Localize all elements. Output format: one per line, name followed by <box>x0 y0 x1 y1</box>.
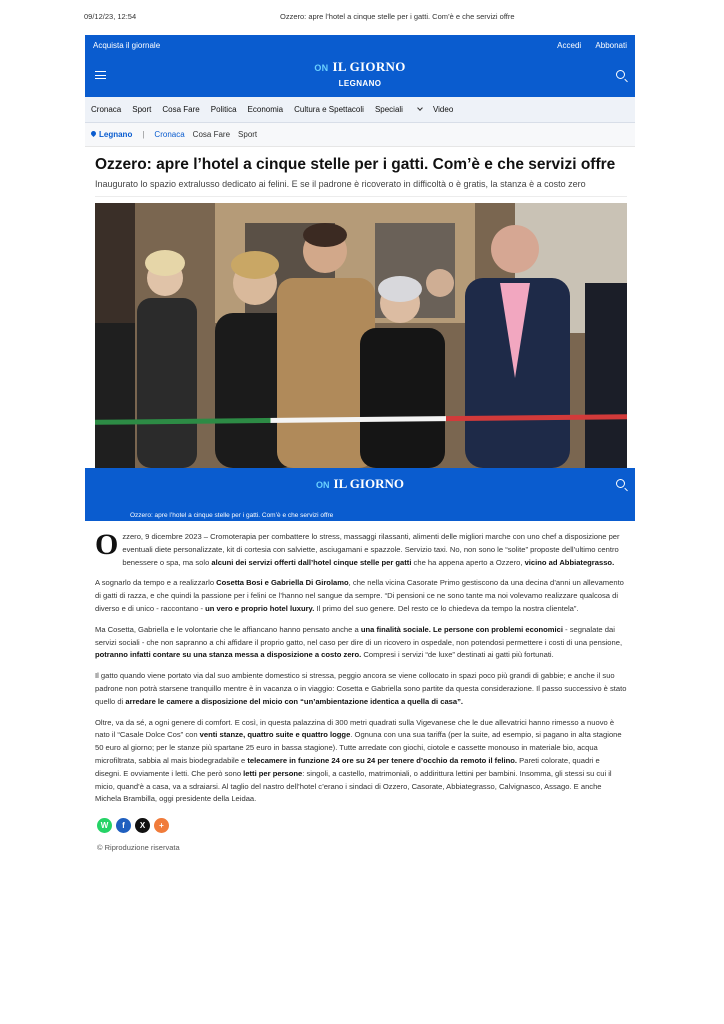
logo-text: IL GIORNO <box>332 59 406 74</box>
text: zzero, 9 dicembre 2023 – Cromoterapia per combattere lo stress, massaggi rilassanti, alimenti delle migliori marche con uno chef a disposizione per eventuali diete personalizzate, kit di cortesia con salviette, asciugamani e spazzole. Servizio taxi. No, non sono le “solite” proposte dell’ultimo centro benessere o spa, ma solo <box>122 532 620 567</box>
print-header <box>84 12 640 26</box>
logo-prefix: ON <box>314 63 329 73</box>
bold-text: Cosetta Bosi e Gabriella Di Girolamo <box>216 578 349 588</box>
logo-text: IL GIORNO <box>333 476 404 491</box>
dropcap: O <box>95 528 119 561</box>
nav-item-politica[interactable]: Politica <box>210 105 237 114</box>
article-body <box>95 528 627 806</box>
text: : singoli, a castello, matrimoniali, o addirittura lettini per bambini. Insomma, gli stessi su cui il micio, quand’è a casa, va a sdraiarsi. Al taglio del nastro dell’hotel c’erano i sindaci di Ozzero, Casorate, Abbiategrasso, Calvignasco, Assago. E anche Michela Brambilla, oggi presidente della Leidaa. <box>95 768 612 804</box>
nav-item-speciali[interactable] <box>375 105 422 114</box>
paragraph <box>95 624 627 662</box>
facebook-icon[interactable]: f <box>116 818 131 833</box>
subnav-sport[interactable]: Sport <box>238 130 258 139</box>
site-logo-sticky[interactable] <box>85 476 635 492</box>
text: Compresi i servizi “de luxe” destinati ai gatti più fortunati. <box>361 650 554 660</box>
bold-text: arredare le camere a disposizione del micio con “un’ambientazione identica a quella di casa”. <box>125 696 464 706</box>
nav-item-economia[interactable]: Economia <box>247 105 284 114</box>
divider <box>95 196 627 197</box>
bold-text: potranno infatti contare su una stanza messa a disposizione a costo zero. <box>95 650 362 660</box>
ribbon-cutting-photo <box>95 203 627 468</box>
login-link[interactable]: Accedi <box>557 41 582 50</box>
edition-city[interactable]: LEGNANO <box>338 79 382 88</box>
subnav-cosa-fare[interactable]: Cosa Fare <box>192 130 231 139</box>
bold-text: venti stanze, quattro suite e quattro logge <box>199 730 351 740</box>
text: A sognarlo da tempo e a realizzarlo <box>95 578 217 588</box>
search-icon[interactable] <box>616 479 625 488</box>
divider: | <box>142 130 145 139</box>
nav-item-cultura[interactable]: Cultura e Spettacoli <box>294 105 364 114</box>
bold-text: un vero e proprio hotel luxury. <box>205 603 315 613</box>
nav-item-sport[interactable]: Sport <box>132 105 152 114</box>
search-icon[interactable] <box>616 70 625 79</box>
bold-text: una finalità sociale. Le persone con problemi economici <box>360 624 563 634</box>
nav-item-speciali-label: Speciali <box>374 105 403 114</box>
print-title: Ozzero: apre l’hotel a cinque stelle per i gatti. Com’è e che servizi offre <box>280 12 515 21</box>
article-photo <box>95 203 627 468</box>
bold-text: vicino ad Abbiategrasso. <box>524 557 615 567</box>
paragraph <box>95 577 627 615</box>
nav-item-video[interactable]: Video <box>432 105 454 114</box>
page <box>85 35 635 852</box>
location-pin-icon <box>90 130 97 137</box>
article-subheadline: Inaugurato lo spazio extralusso dedicato ai felini. E se il padrone è ricoverato in difficoltà o è gratis, la stanza è a costo zero <box>95 179 586 189</box>
nav-item-cosa-fare[interactable]: Cosa Fare <box>162 105 200 114</box>
whatsapp-icon[interactable]: W <box>97 818 112 833</box>
share-bar <box>97 818 635 833</box>
text: che ha appena aperto a Ozzero, <box>411 557 525 567</box>
text: , che nella vicina Casorate Primo gestiscono da una decina d’anni un allevamento di gatti di razza, e che quindi la passione per i felini ce l’hanno nel sangue da sempre. “Di pensioni ce ne sono tante ma noi volevamo realizzare qualcosa di diverso e di unico - raccontano - <box>95 578 624 613</box>
paragraph <box>95 670 627 708</box>
text: Ma Cosetta, Gabriella e le volontarie che le affiancano hanno pensato anche a <box>95 624 361 634</box>
site-logo[interactable] <box>85 59 635 75</box>
text: Il primo del suo genere. Del resto ce lo chiedeva da tempo la nostra clientela”. <box>314 603 579 613</box>
bold-text: alcuni dei servizi offerti dall’hotel cinque stelle per gatti <box>211 557 412 567</box>
subscribe-link[interactable]: Abbonati <box>595 41 627 50</box>
location-label: Legnano <box>99 130 133 139</box>
text: Pareti colorate, quadri e disegni. E ovviamente i letti. Che però sono <box>95 755 600 778</box>
sub-nav <box>85 123 635 147</box>
text: Oltre, va da sé, a ogni genere di comfort. E così, in questa palazzina di 300 metri quadrati sulla Vigevanese che le due allevatrici hanno rimesso a nuovo è nato il “Casale Dolce Cos” con <box>95 717 615 740</box>
share-more-icon[interactable]: + <box>154 818 169 833</box>
paragraph <box>95 717 627 807</box>
paragraph <box>95 528 627 569</box>
text: - segnalate dai servizi sociali - che non sapranno a chi affidare il proprio gatto, nel caso per dire di un ricovero in ospedale, non potendosi permettere i costi di una pensione, <box>95 624 623 647</box>
nav-item-cronaca[interactable]: Cronaca <box>91 105 122 114</box>
site-header <box>85 35 635 97</box>
subnav-cronaca[interactable]: Cronaca <box>154 130 185 139</box>
article-headline: Ozzero: apre l’hotel a cinque stelle per i gatti. Com’è e che servizi offre <box>95 156 616 173</box>
text: Il gatto quando viene portato via dal suo ambiente domestico si stressa, peggio ancora se viene collocato in spazi poco più grandi di gabbie; e anche il suo padrone non potrà starsene tranquillo mentre è in vacanza o in viaggio: Cosetta e Gabriella sono partite da questa considerazione. Il passo successivo è stato quello di <box>95 671 627 706</box>
location-link[interactable] <box>91 130 132 139</box>
photo-caption: Ozzero: apre l’hotel a cinque stelle per i gatti. Com’è e che servizi offre <box>130 512 334 519</box>
chevron-down-icon <box>417 105 423 111</box>
bold-text: letti per persone <box>243 768 303 778</box>
x-icon[interactable]: X <box>135 818 150 833</box>
sticky-header <box>85 468 635 521</box>
copyright: © Riproduzione riservata <box>97 843 180 853</box>
account-links <box>545 41 627 50</box>
text: . Ognuna con una sua tariffa (per la suite, ad esempio, si pagano in alta stagione 50 euro al giorno; per le stanze più spartane 25 euro in bassa stagione). Tutte arredate con giochi, ciotole e cassette monouso in materiale bio, acqua microfiltrata, sabbia al mais biodegradabile e <box>95 730 622 765</box>
buy-newspaper-link[interactable]: Acquista il giornale <box>93 41 161 50</box>
print-date: 09/12/23, 12:54 <box>84 12 137 21</box>
logo-prefix: ON <box>316 480 330 490</box>
bold-text: telecamere in funzione 24 ore su 24 per tenere d’occhio da remoto il felino. <box>247 755 518 765</box>
main-nav <box>85 97 635 123</box>
